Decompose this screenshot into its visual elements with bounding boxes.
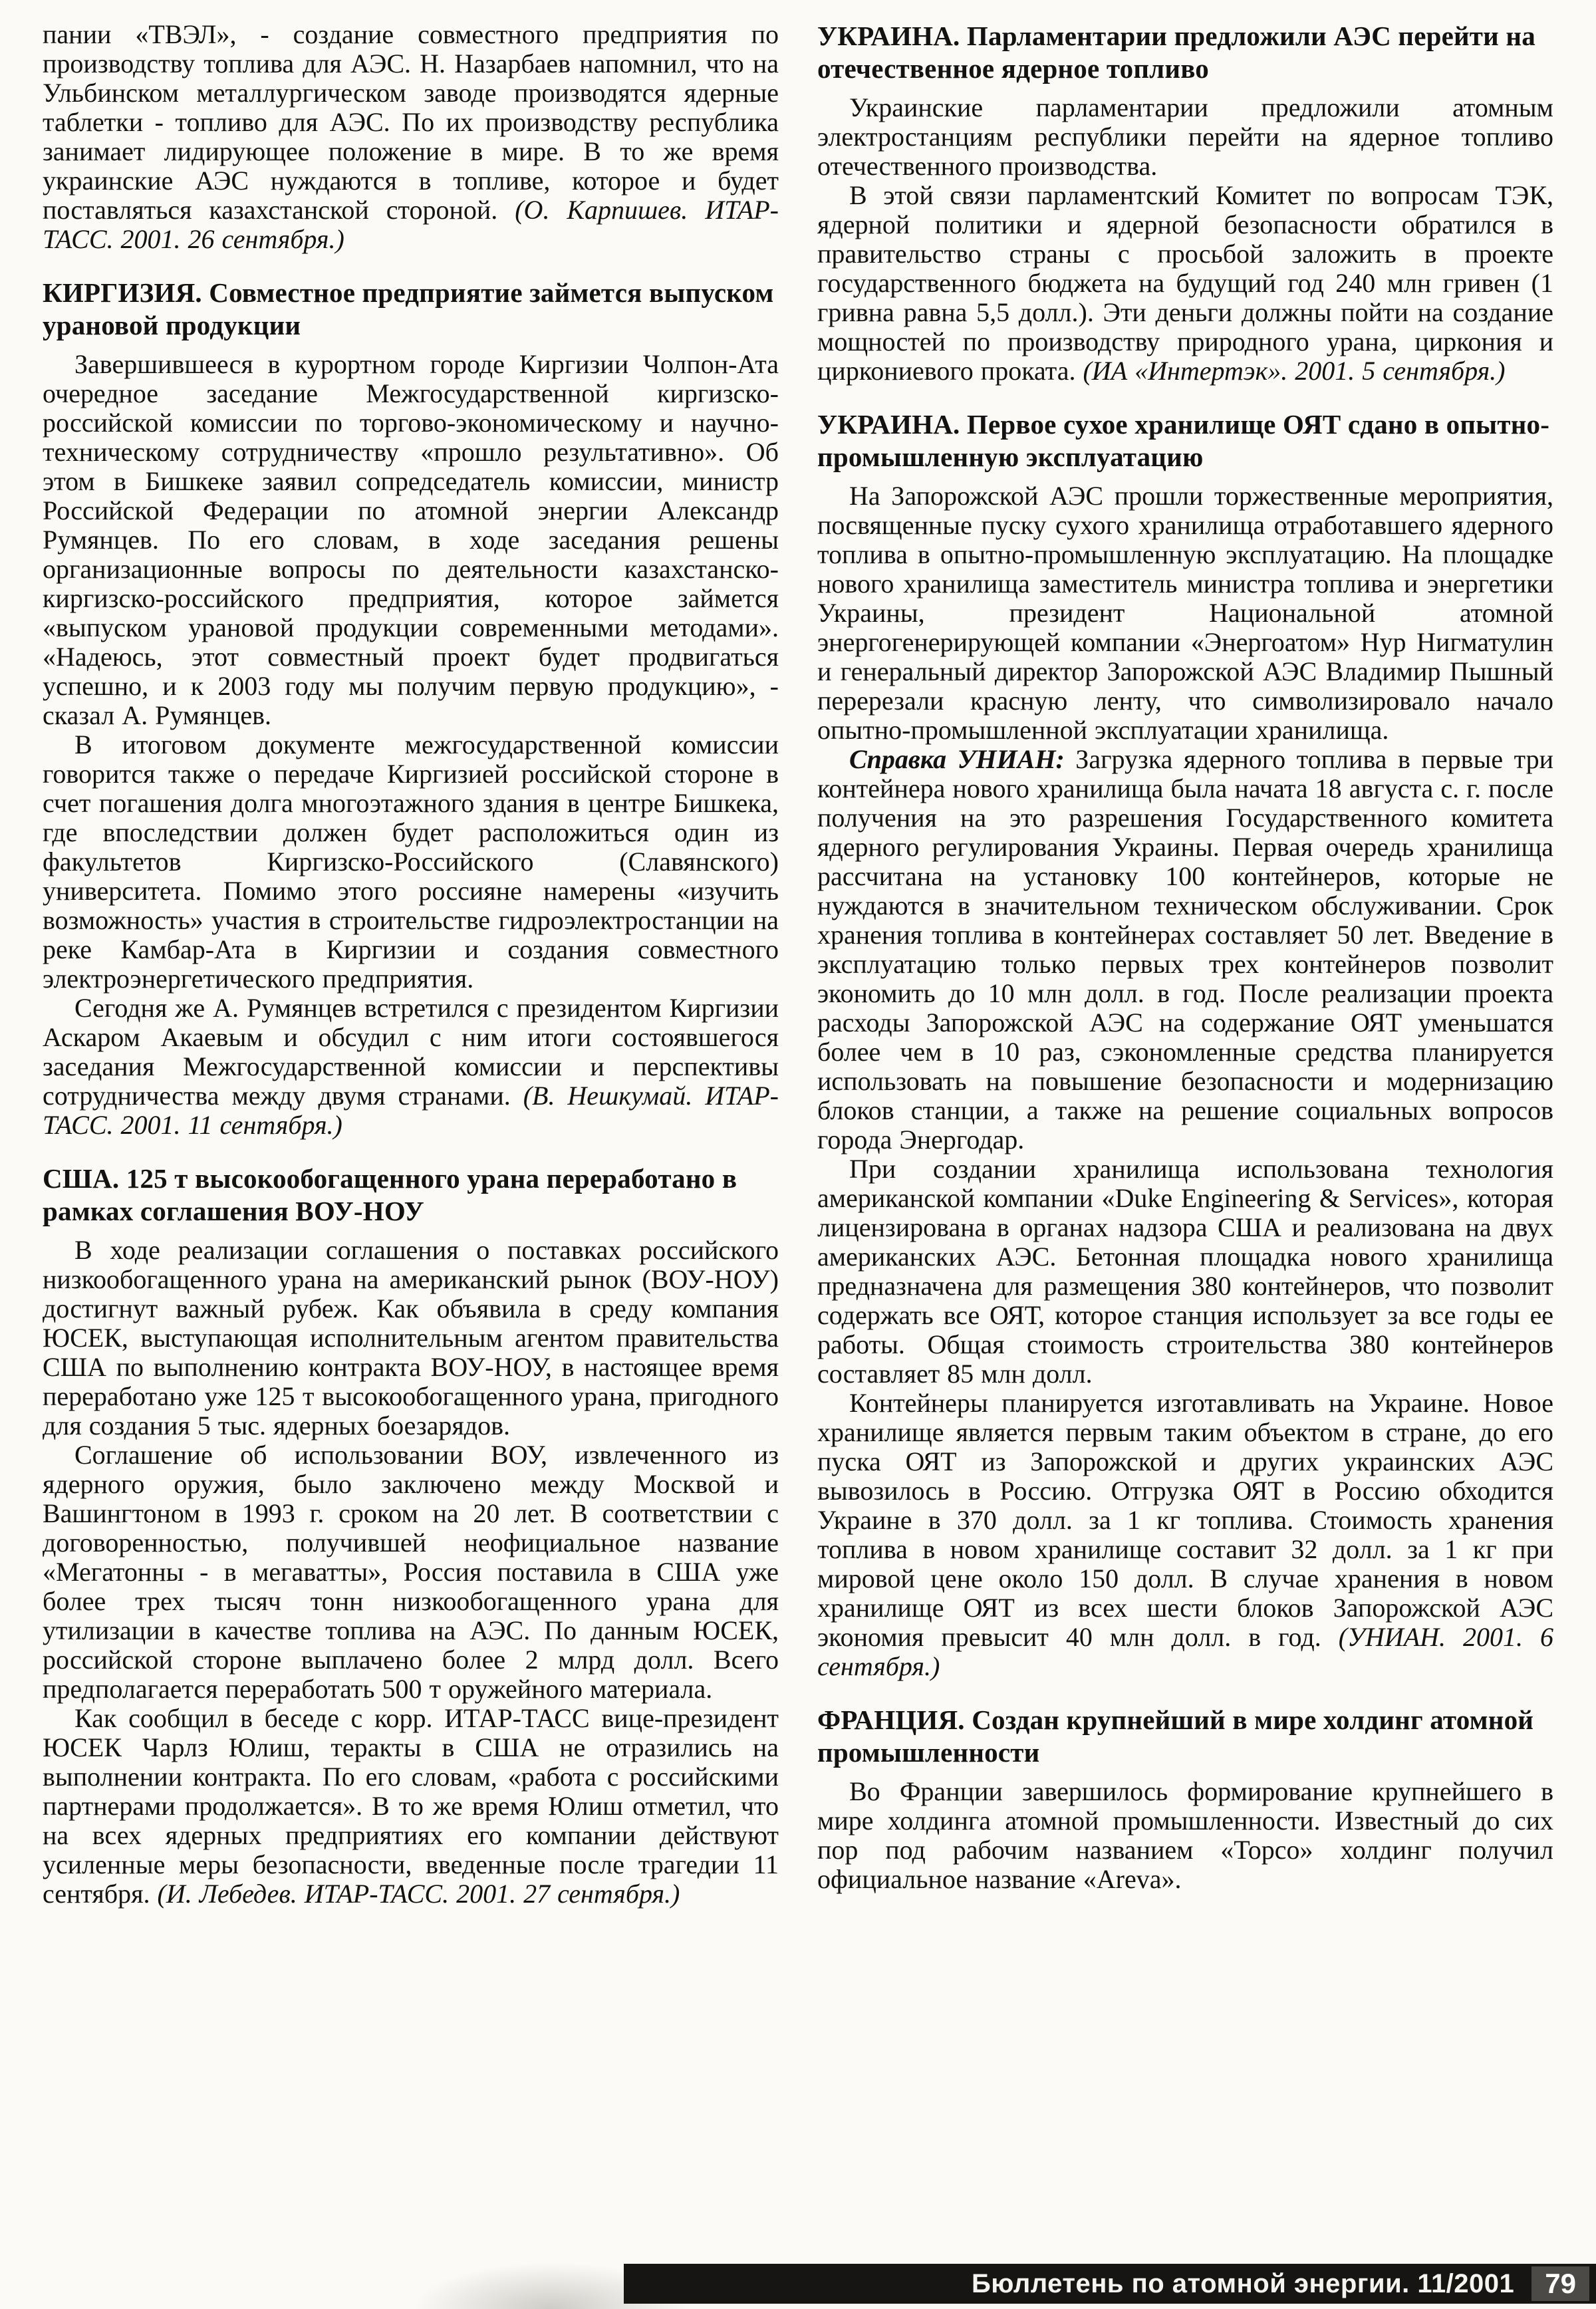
article-heading: КИРГИЗИЯ. Совместное предприятие займется выпуском урановой продукции	[43, 277, 774, 340]
footer-bar	[624, 2264, 1596, 2304]
paragraph-text: пании «ТВЭЛ», - создание совместного предприятия по производству топлива для АЭС. Н. Назарбаев напомнил, что на Ульбинском металлургическом заводе производятся ядерные таблетки - топливо для АЭС. По их производству республика занимает лидирующее положение в мире. В то же время украинские АЭС нуждаются в топливе, которое и будет поставляться казахстанской стороной.	[43, 19, 779, 225]
article-heading: УКРАИНА. Первое сухое хранилище ОЯТ сдано в опытно-промышленную эксплуатацию	[817, 409, 1550, 472]
paragraph	[817, 1389, 1553, 1681]
source-citation: (В. Нешкумай. ИТАР-ТАСС. 2001. 11 сентября.)	[43, 1081, 779, 1140]
article	[43, 277, 779, 1140]
paragraph-text: Контейнеры планируется изготавливать на Украине. Новое хранилище является первым таким объектом в стране, до его пуска ОЯТ из Запорожской и других украинских АЭС вывозилось в Россию. Отгрузка ОЯТ в Россию обходится Украине в 370 долл. за 1 кг топлива. Стоимость хранения топлива в новом хранилище составит 32 долл. за 1 кг при мировой цене около 150 долл. В случае хранения в новом хранилище ОЯТ из всех шести блоков Запорожской АЭС экономия превысит 40 млн долл. в год.	[817, 1388, 1553, 1652]
paragraph	[817, 745, 1553, 1154]
article	[43, 20, 779, 254]
paragraph	[817, 1777, 1553, 1894]
article	[817, 408, 1553, 1681]
paragraph-text: Сегодня же А. Румянцев встретился с президентом Киргизии Аскаром Акаевым и обсудил с ним итоги состоявшегося заседания Межгосударственной комиссии и перспективы сотрудничества между двумя странами.	[43, 993, 779, 1111]
paragraph-text: На Запорожской АЭС прошли торжественные мероприятия, посвященные пуску сухого хранилища отработавшего ядерного топлива в опытно-промышленную эксплуатацию. На площадке нового хранилища заместитель министра топлива и энергетики Украины, президент Национальной атомной энергогенерирующей компании «Энергоатом» Нур Нигматулин и генеральный директор Запорожской АЭС Владимир Пышный перерезали красную ленту, что символизировало начало опытно-промышленной эксплуатации хранилища.	[817, 481, 1553, 745]
paragraph	[817, 481, 1553, 745]
paragraph-text: При создании хранилища использована технология американской компании «Duke Engineering & Services», которая лицензирована в органах надзора США и реализована на двух американских АЭС. Бетонная площадка нового хранилища предназначена для размещения 380 контейнеров, что позволит содержать все ОЯТ, которое станция использует за все годы ее работы. Общая стоимость строительства 380 контейнеров составляет 85 млн долл.	[817, 1154, 1553, 1389]
paragraph-text: Украинские парламентарии предложили атомным электростанциям республики перейти на ядерное топливо отечественного производства.	[817, 92, 1553, 181]
article	[817, 20, 1553, 386]
paragraph-text: Соглашение об использовании ВОУ, извлеченного из ядерного оружия, было заключено между Москвой и Вашингтоном в 1993 г. сроком на 20 лет. В соответствии с договоренностью, получившей неофициальное название «Мегатонны - в мегаватты», Россия поставила в США уже более трех тысяч тонн низкообогащенного урана для утилизации в качестве топлива на АЭС. По данным ЮСЕК, российской стороне выплачено более 2 млрд долл. Всего предполагается переработать 500 т оружейного материала.	[43, 1440, 779, 1704]
paragraph-text: В итоговом документе межгосударственной комиссии говорится также о передаче Киргизией российской стороне в счет погашения долга многоэтажного здания в центре Бишкека, где впоследствии должен будет расположиться один из факультетов Киргизско-Российского (Славянского) университета. Помимо этого россияне намерены «изучить возможность» участия в строительстве гидроэлектростанции на реке Камбар-Ата в Киргизии и создания совместного электроэнергетического предприятия.	[43, 730, 779, 994]
paragraph	[43, 1704, 779, 1909]
source-citation: (УНИАН. 2001. 6 сентября.)	[817, 1622, 1553, 1681]
right-column	[817, 20, 1553, 1909]
paragraph	[817, 1154, 1553, 1389]
paragraph	[43, 350, 779, 730]
paragraph	[43, 994, 779, 1140]
paragraph	[43, 20, 779, 254]
journal-title: Бюллетень по атомной энергии. 11/2001	[971, 2268, 1515, 2298]
left-column	[43, 20, 779, 1909]
article	[43, 1162, 779, 1909]
article-heading: УКРАИНА. Парламентарии предложили АЭС перейти на отечественное ядерное топливо	[817, 21, 1535, 84]
page-number: 79	[1531, 2266, 1589, 2301]
paragraph	[43, 1440, 779, 1704]
paragraph-text: Во Франции завершилось формирование крупнейшего в мире холдинга атомной промышленности. Известный до сих пор под рабочим названием «Торсо» холдинг получил официальное название «Areva».	[817, 1776, 1553, 1894]
source-citation: (ИА «Интертэк». 2001. 5 сентября.)	[1083, 356, 1506, 386]
article-heading: ФРАНЦИЯ. Создан крупнейший в мире холдинг атомной промышленности	[817, 1704, 1534, 1768]
article	[817, 1704, 1553, 1894]
paragraph	[817, 93, 1553, 181]
paragraph-text: Загрузка ядерного топлива в первые три контейнера нового хранилища была начата 18 августа с. г. после получения на это разрешения Государственного комитета ядерного регулирования Украины. Первая очередь хранилища рассчитана на установку 100 контейнеров, которые не нуждаются в значительном техническом обслуживании. Срок хранения топлива в контейнерах составляет 50 лет. Введение в эксплуатацию только первых трех контейнеров позволит экономить до 10 млн долл. в год. После реализации проекта расходы Запорожской АЭС на содержание ОЯТ уменьшатся более чем в 10 раз, сэкономленные средства планируется использовать на повышение безопасности и модернизацию блоков станции, а также на решение социальных вопросов города Энергодар.	[817, 744, 1554, 1154]
paragraph-text: В ходе реализации соглашения о поставках российского низкообогащенного урана на американский рынок (ВОУ-НОУ) достигнут важный рубеж. Как объявила в среду компания ЮСЕК, выступающая исполнительным агентом правительства США по выполнению контракта ВОУ-НОУ, в настоящее время переработано уже 125 т высокообогащенного урана, пригодного для создания 5 тыс. ядерных боезарядов.	[43, 1235, 779, 1440]
paragraph	[43, 730, 779, 994]
paragraph	[817, 181, 1553, 386]
source-citation: (О. Карпишев. ИТАР-ТАСС. 2001. 26 сентября.)	[43, 195, 779, 254]
source-citation: (И. Лебедев. ИТАР-ТАСС. 2001. 27 сентября.)	[157, 1879, 680, 1909]
article-heading: США. 125 т высокообогащенного урана переработано в рамках соглашения ВОУ-НОУ	[43, 1163, 737, 1226]
paragraph	[43, 1236, 779, 1440]
paragraph-text: В этой связи парламентский Комитет по вопросам ТЭК, ядерной политики и ядерной безопасности обратился в правительство страны с просьбой заложить в проекте государственного бюджета на будущий год 240 млн гривен (1 гривна равна 5,5 долл.). Эти деньги должны пойти на создание мощностей по производству природного урана, циркония и циркониевого проката.	[817, 180, 1553, 386]
paragraph-text: Как сообщил в беседе с корр. ИТАР-ТАСС вице-президент ЮСЕК Чарлз Юлиш, теракты в США не отразились на выполнении контракта. По его словам, «работа с российскими партнерами продолжается». В то же время Юлиш отметил, что на всех ядерных предприятиях его компании действуют усиленные меры безопасности, введенные после трагедии 11 сентября.	[43, 1703, 779, 1909]
paragraph-text: Завершившееся в курортном городе Киргизии Чолпон-Ата очередное заседание Межгосударственной киргизско-российской комиссии по торгово-экономическому и научно-техническому сотрудничеству «прошло результативно». Об этом в Бишкеке заявил сопредседатель комиссии, министр Российской Федерации по атомной энергии Александр Румянцев. По его словам, в ходе заседания решены организационные вопросы по деятельности казахстанско-киргизско-российского предприятия, которое займется «выпуском урановой продукции современными методами». «Надеюсь, этот совместный проект будет продвигаться успешно, и к 2003 году мы получим первую продукцию», - сказал А. Румянцев.	[43, 349, 779, 730]
paragraph-lead: Справка УНИАН:	[849, 744, 1065, 774]
